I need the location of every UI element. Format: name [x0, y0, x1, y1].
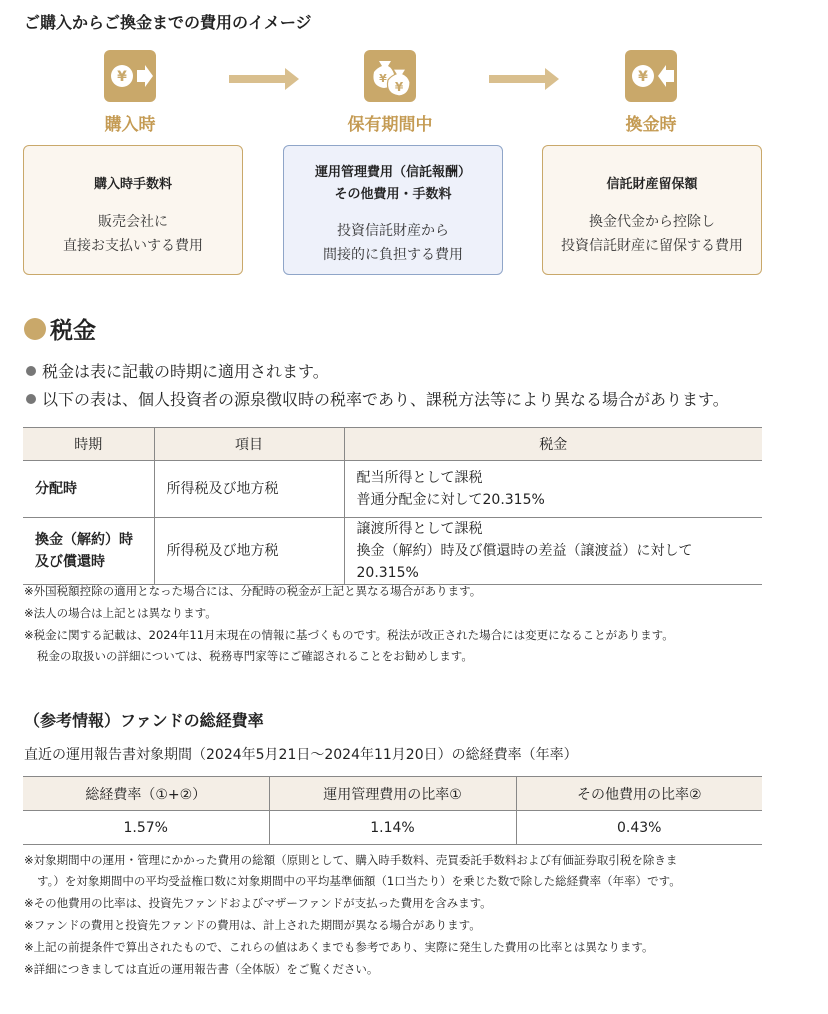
- reference-title: （参考情報）ファンドの総経費率: [24, 711, 264, 730]
- timing-line: 分配時: [35, 481, 77, 497]
- timing-line: 及び償還時: [35, 554, 105, 570]
- tax-table: [23, 427, 762, 585]
- bullet-dot-icon: [26, 366, 36, 376]
- bullet-text: 以下の表は、個人投資者の源泉徴収時の税率であり、課税方法等により異なる場合があります。: [42, 390, 729, 409]
- tax-line: 譲渡所得として課税: [356, 521, 483, 537]
- cost-box-purchase-fee: [23, 145, 243, 275]
- bullet-text: 税金は表に記載の時期に適用されます。: [42, 362, 329, 381]
- reference-note: ※その他費用の比率は、投資先ファンドおよびマザーファンドが支払った費用を含みます。: [24, 896, 492, 910]
- reference-note: す。）を対象期間中の平均受益権口数に対象期間中の平均基準価額（1口当たり）を乗じた数で除した総経費率（年率）です。: [37, 874, 681, 888]
- expense-ratio-table: [23, 776, 762, 845]
- flow-title: ご購入からご換金までの費用のイメージ: [24, 13, 312, 32]
- title-line: 運用管理費用（信託報酬）: [314, 165, 471, 180]
- cost-box-management-fee: [283, 145, 503, 275]
- tax-note: ※法人の場合は上記とは異なります。: [24, 606, 217, 620]
- table-header-row: [23, 777, 762, 811]
- yen-in-icon: [104, 50, 156, 102]
- money-bags-icon: [364, 50, 416, 102]
- table-row: [23, 461, 762, 518]
- reference-note: ※詳細につきましては直近の運用報告書（全体版）をご覧ください。: [24, 962, 379, 976]
- timing-cell: [23, 461, 154, 518]
- bullet-dot-icon: [26, 394, 36, 404]
- cost-box-title: [284, 162, 502, 206]
- flow-arrow-icon: [489, 67, 561, 91]
- table-header-row: [23, 428, 762, 461]
- desc-line: 投資信託財産に留保する費用: [561, 238, 743, 254]
- cost-box-desc: [543, 210, 761, 258]
- tax-line: 普通分配金に対して20.315%: [356, 492, 545, 508]
- tax-note: ※税金に関する記載は、2024年11月末現在の情報に基づくものです。税法が改正された場合には変更になることがあります。: [24, 628, 674, 642]
- desc-line: 間接的に負担する費用: [323, 247, 463, 263]
- tax-bullet: [26, 387, 729, 410]
- cost-box-title: 信託財産留保額: [606, 177, 698, 192]
- flow-arrow-icon: [229, 67, 301, 91]
- svg-text:¥: ¥: [394, 80, 404, 94]
- svg-text:¥: ¥: [117, 69, 127, 85]
- cost-box-title: 購入時手数料: [93, 177, 172, 192]
- other-ratio-value: 0.43%: [516, 811, 762, 845]
- tax-heading-text: 税金: [50, 318, 96, 344]
- cost-box-desc: [24, 210, 242, 258]
- desc-line: 直接お支払いする費用: [63, 238, 203, 254]
- desc-line: 販売会社に: [98, 214, 168, 230]
- tax-heading: [24, 312, 96, 345]
- table-row: [23, 811, 762, 845]
- svg-text:¥: ¥: [638, 69, 648, 85]
- timing-cell: [23, 518, 154, 585]
- heading-dot-icon: [24, 318, 46, 340]
- header-other-ratio: その他費用の比率②: [516, 777, 762, 811]
- tax-note: ※外国税額控除の適用となった場合には、分配時の税金が上記と異なる場合があります。: [24, 584, 482, 598]
- tax-bullet: [26, 359, 329, 382]
- header-total-ratio: 総経費率（①+②）: [23, 777, 269, 811]
- desc-line: 投資信託財産から: [337, 223, 449, 239]
- step-label-holding: 保有期間中: [347, 115, 433, 135]
- tax-cell: [344, 461, 762, 518]
- header-tax: 税金: [344, 428, 762, 461]
- total-ratio-value: 1.57%: [23, 811, 269, 845]
- timing-line: 換金（解約）時: [35, 532, 133, 548]
- yen-out-icon: [625, 50, 677, 102]
- step-label-redemption: 換金時: [625, 115, 677, 135]
- header-management-ratio: 運用管理費用の比率①: [269, 777, 516, 811]
- tax-note: 税金の取扱いの詳細については、税務専門家等にご確認されることをお勧めします。: [37, 649, 473, 663]
- table-row: [23, 518, 762, 585]
- header-timing: 時期: [23, 428, 154, 461]
- title-line: その他費用・手数料: [334, 187, 452, 202]
- header-item: 項目: [154, 428, 344, 461]
- tax-line: 換金（解約）時及び償還時の差益（譲渡益）に対して20.315%: [356, 543, 693, 581]
- cost-box-desc: [284, 219, 502, 267]
- desc-line: 換金代金から控除し: [589, 214, 715, 230]
- svg-text:¥: ¥: [379, 72, 387, 85]
- reference-note: ※ファンドの費用と投資先ファンドの費用は、計上された期間が異なる場合があります。: [24, 918, 481, 932]
- step-label-purchase: 購入時: [104, 115, 156, 135]
- reference-note: ※上記の前提条件で算出されたもので、これらの値はあくまでも参考であり、実際に発生した費用の比率とは異なります。: [24, 940, 654, 954]
- reference-note: ※対象期間中の運用・管理にかかった費用の総額（原則として、購入時手数料、売買委託手数料および有価証券取引税を除きま: [24, 853, 678, 867]
- management-ratio-value: 1.14%: [269, 811, 516, 845]
- item-cell: 所得税及び地方税: [154, 461, 344, 518]
- item-cell: 所得税及び地方税: [154, 518, 344, 585]
- cost-box-trust-retention: [542, 145, 762, 275]
- reference-subtitle: 直近の運用報告書対象期間（2024年5月21日～2024年11月20日）の総経費率（年率）: [24, 747, 578, 763]
- tax-cell: [344, 518, 762, 585]
- tax-line: 配当所得として課税: [356, 470, 483, 486]
